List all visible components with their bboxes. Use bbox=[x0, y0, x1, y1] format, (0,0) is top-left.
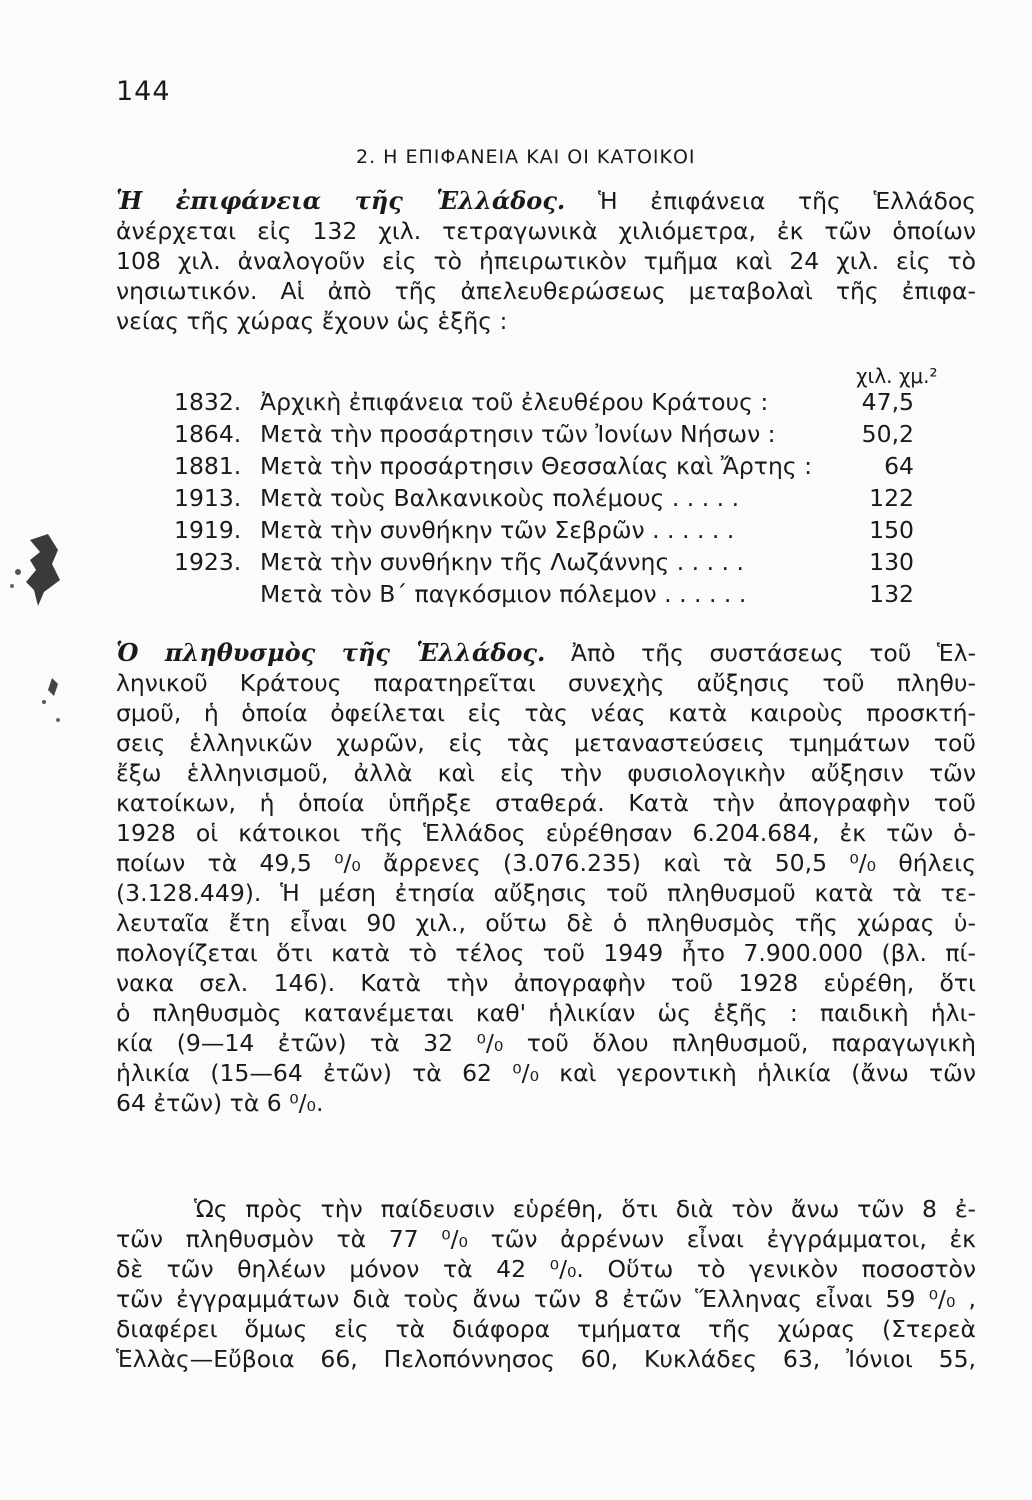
paragraph-line: κία (9—14 ἐτῶν) τὰ 32 ⁰/₀ τοῦ ὅλου πληθυσμοῦ, παραγωγικὴ bbox=[116, 1029, 976, 1057]
table-year: 1881. bbox=[174, 452, 242, 480]
paragraph-line: νείας τῆς χώρας ἔχουν ὡς ἑξῆς : bbox=[116, 307, 508, 335]
table-units-label: χιλ. χμ.² bbox=[856, 364, 938, 388]
paragraph-line: 108 χιλ. ἀναλογοῦν εἰς τὸ ἠπειρωτικὸν τμῆμα καὶ 24 χιλ. εἰς τὸ bbox=[116, 247, 976, 275]
table-row bbox=[174, 388, 914, 420]
section-education-paragraph bbox=[116, 1194, 976, 1374]
paragraph-line: Ἀπὸ τῆς συστάσεως τοῦ Ἑλ- bbox=[545, 639, 976, 667]
table-row bbox=[174, 548, 914, 580]
section-population-paragraph bbox=[116, 638, 976, 1118]
paragraph-line: Ἡ ἐπιφάνεια τῆς Ἑλλάδος bbox=[565, 187, 977, 215]
ink-blot-mark bbox=[0, 520, 70, 610]
table-value: 132 bbox=[869, 580, 914, 608]
table-event: Ἀρχικὴ ἐπιφάνεια τοῦ ἐλευθέρου Κράτους : bbox=[260, 388, 769, 416]
table-event: Μετὰ τὴν συνθήκην τῆς Λωζάννης . . . . . bbox=[260, 548, 744, 576]
paragraph-line: ποίων τὰ 49,5 ⁰/₀ ἄρρενες (3.076.235) καὶ τὰ 50,5 ⁰/₀ θήλεις bbox=[116, 849, 976, 877]
paragraph-line: λευταῖα ἔτη εἶναι 90 χιλ., οὕτω δὲ ὁ πληθυσμὸς τῆς χώρας ὑ- bbox=[116, 909, 976, 937]
table-year: 1913. bbox=[174, 484, 242, 512]
paragraph-line: σμοῦ, ἡ ὁποία ὀφείλεται εἰς τὰς νέας κατὰ καιροὺς προσκτή- bbox=[116, 699, 976, 727]
surface-change-table bbox=[174, 388, 914, 612]
table-event: Μετὰ τοὺς Βαλκανικοὺς πολέμους . . . . . bbox=[260, 484, 740, 512]
table-row bbox=[174, 580, 914, 612]
paragraph-line: ληνικοῦ Κράτους παρατηρεῖται συνεχὴς αὔξησις τοῦ πληθυ- bbox=[116, 669, 976, 697]
table-event: Μετὰ τὸν Β΄ παγκόσμιον πόλεμον . . . . . . bbox=[260, 580, 747, 608]
paragraph-line: τῶν πληθυσμὸν τὰ 77 ⁰/₀ τῶν ἀρρένων εἶναι ἐγγράμματοι, ἐκ bbox=[116, 1225, 976, 1253]
ink-speck-mark bbox=[0, 668, 70, 728]
paragraph-line: σεις ἑλληνικῶν χωρῶν, εἰς τὰς μεταναστεύσεις τμημάτων τοῦ bbox=[116, 729, 976, 757]
paragraph-line: 1928 οἱ κάτοικοι τῆς Ἑλλάδος εὑρέθησαν 6.204.684, ἐκ τῶν ὁ- bbox=[116, 819, 976, 847]
paragraph-line: κατοίκων, ἡ ὁποία ὑπῆρξε σταθερά. Κατὰ τὴν ἀπογραφὴν τοῦ bbox=[116, 789, 976, 817]
section-surface-paragraph bbox=[116, 186, 976, 336]
paragraph-line: νακα σελ. 146). Κατὰ τὴν ἀπογραφὴν τοῦ 1928 εὑρέθη, ὅτι bbox=[116, 969, 976, 997]
table-event: Μετὰ τὴν συνθήκην τῶν Σεβρῶν . . . . . . bbox=[260, 516, 735, 544]
table-row bbox=[174, 516, 914, 548]
paragraph-line: τῶν ἐγγραμμάτων διὰ τοὺς ἄνω τῶν 8 ἐτῶν Ἕλληνας εἶναι 59 ⁰/₀ , bbox=[116, 1285, 976, 1313]
paragraph-line: ὁ πληθυσμὸς κατανέμεται καθ' ἡλικίαν ὡς ἑξῆς : παιδικὴ ἡλι- bbox=[116, 999, 976, 1027]
paragraph-line: πολογίζεται ὅτι κατὰ τὸ τέλος τοῦ 1949 ἦτο 7.900.000 (βλ. πί- bbox=[116, 939, 976, 967]
paragraph-line: 64 ἐτῶν) τὰ 6 ⁰/₀. bbox=[116, 1089, 324, 1117]
table-year: 1923. bbox=[174, 548, 242, 576]
table-value: 47,5 bbox=[861, 388, 914, 416]
table-row bbox=[174, 484, 914, 516]
section-heading-population: Ὁ πληθυσμὸς τῆς Ἑλλάδος. bbox=[116, 638, 546, 667]
paragraph-line: δὲ τῶν θηλέων μόνον τὰ 42 ⁰/₀. Οὕτω τὸ γενικὸν ποσοστὸν bbox=[116, 1255, 976, 1283]
table-year: 1919. bbox=[174, 516, 242, 544]
table-value: 122 bbox=[869, 484, 914, 512]
paragraph-line: ἀνέρχεται εἰς 132 χιλ. τετραγωνικὰ χιλιόμετρα, ἐκ τῶν ὁποίων bbox=[116, 217, 976, 245]
table-event: Μετὰ τὴν προσάρτησιν Θεσσαλίας καὶ Ἄρτης : bbox=[260, 452, 813, 480]
paragraph-line: νησιωτικόν. Αἱ ἀπὸ τῆς ἀπελευθερώσεως μεταβολαὶ τῆς ἐπιφα- bbox=[116, 277, 976, 305]
table-row bbox=[174, 420, 914, 452]
table-value: 150 bbox=[869, 516, 914, 544]
paragraph-line: (3.128.449). Ἡ μέση ἐτησία αὔξησις τοῦ πληθυσμοῦ κατὰ τὰ τε- bbox=[116, 879, 976, 907]
paragraph-line: διαφέρει ὅμως εἰς τὰ διάφορα τμήματα τῆς χώρας (Στερεὰ bbox=[116, 1315, 976, 1343]
table-event: Μετὰ τὴν προσάρτησιν τῶν Ἰονίων Νήσων : bbox=[260, 420, 776, 448]
table-year: 1864. bbox=[174, 420, 242, 448]
chapter-title: 2. Η ΕΠΙΦΑΝΕΙΑ ΚΑΙ ΟΙ ΚΑΤΟΙΚΟΙ bbox=[356, 146, 696, 168]
paragraph-line: ἡλικία (15—64 ἐτῶν) τὰ 62 ⁰/₀ καὶ γεροντικὴ ἡλικία (ἄνω τῶν bbox=[116, 1059, 976, 1087]
table-value: 130 bbox=[869, 548, 914, 576]
paragraph-line: ἔξω ἑλληνισμοῦ, ἀλλὰ καὶ εἰς τὴν φυσιολογικὴν αὔξησιν τῶν bbox=[116, 759, 976, 787]
paragraph-line: Ἑλλὰς—Εὔβοια 66, Πελοπόννησος 60, Κυκλάδες 63, Ἰόνιοι 55, bbox=[116, 1345, 976, 1373]
section-heading-surface: Ἡ ἐπιφάνεια τῆς Ἑλλάδος. bbox=[116, 186, 566, 215]
table-value: 50,2 bbox=[861, 420, 914, 448]
table-value: 64 bbox=[884, 452, 914, 480]
table-row bbox=[174, 452, 914, 484]
page-number: 144 bbox=[116, 76, 171, 107]
paragraph-line: Ὡς πρὸς τὴν παίδευσιν εὑρέθη, ὅτι διὰ τὸν ἄνω τῶν 8 ἐ- bbox=[194, 1195, 976, 1223]
table-year: 1832. bbox=[174, 388, 242, 416]
